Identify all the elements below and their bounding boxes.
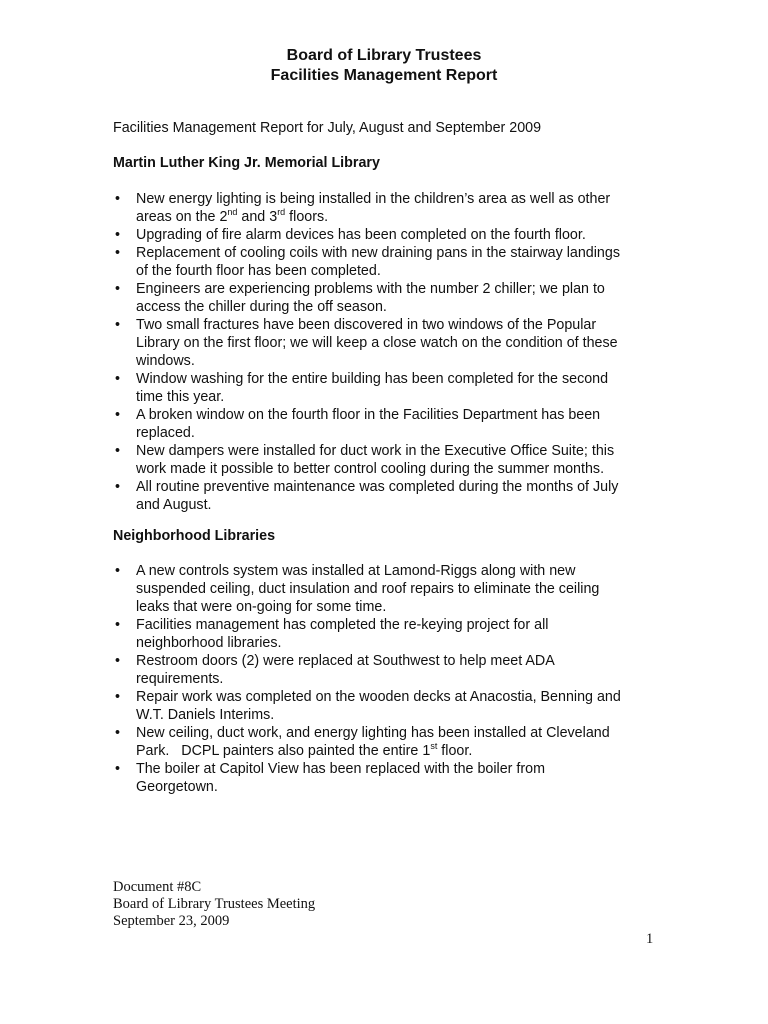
bullet-icon: • <box>115 725 121 741</box>
list-item: • Repair work was completed on the wooden decks at Anacostia, Benning and W.T. Daniels Interims. <box>115 689 621 723</box>
list-item: • Replacement of cooling coils with new draining pans in the stairway landings of the fourth floor has been completed. <box>115 245 620 279</box>
meeting-name: Board of Library Trustees Meeting <box>113 896 316 912</box>
section-heading-mlk-library: Martin Luther King Jr. Memorial Library <box>113 155 380 171</box>
bullet-icon: • <box>115 479 121 495</box>
document-title: Board of Library Trustees <box>286 47 482 64</box>
bullet-icon: • <box>115 563 121 579</box>
document-number: Document #8C <box>113 879 202 895</box>
list-item: • Restroom doors (2) were replaced at Southwest to help meet ADA requirements. <box>115 653 555 687</box>
neighborhood-libraries-list <box>113 562 653 796</box>
bullet-icon: • <box>115 407 121 423</box>
bullet-icon: • <box>115 653 121 669</box>
bullet-icon: • <box>115 191 121 207</box>
bullet-icon: • <box>115 371 121 387</box>
list-item: • New ceiling, duct work, and energy lighting has been installed at Cleveland Park. DCPL painters also painted the entire 1st floor. <box>115 725 610 759</box>
list-item: • A broken window on the fourth floor in the Facilities Department has been replaced. <box>115 407 601 441</box>
bullet-icon: • <box>115 443 121 459</box>
bullet-icon: • <box>115 761 121 777</box>
list-item: • A new controls system was installed at Lamond-Riggs along with new suspended ceiling, duct insulation and roof repairs to eliminate the ceiling leaks that were on-going for some time. <box>115 563 600 615</box>
bullet-icon: • <box>115 245 121 261</box>
page-number: 1 <box>646 931 654 947</box>
bullet-icon: • <box>115 689 121 705</box>
document-subtitle: Facilities Management Report <box>270 67 498 84</box>
bullet-icon: • <box>115 281 121 297</box>
list-item: • Engineers are experiencing problems with the number 2 chiller; we plan to access the chiller during the off season. <box>115 281 605 315</box>
bullet-icon: • <box>115 317 121 333</box>
meeting-date: September 23, 2009 <box>113 913 230 929</box>
list-item: • New energy lighting is being installed in the children’s area as well as other areas on the 2nd and 3rd floors. <box>115 191 611 225</box>
report-period-line: Facilities Management Report for July, August and September 2009 <box>113 120 542 136</box>
list-item: • The boiler at Capitol View has been replaced with the boiler from Georgetown. <box>115 761 546 795</box>
list-item: • Facilities management has completed the re-keying project for all neighborhood libraries. <box>115 617 549 651</box>
section-heading-neighborhood-libraries: Neighborhood Libraries <box>113 528 276 544</box>
list-item: • Upgrading of fire alarm devices has been completed on the fourth floor. <box>115 227 586 243</box>
list-item: • Two small fractures have been discovered in two windows of the Popular Library on the first floor; we will keep a close watch on the condition of these windows. <box>115 317 618 369</box>
document-footer <box>113 879 315 930</box>
mlk-library-list <box>113 190 653 514</box>
bullet-icon: • <box>115 227 121 243</box>
list-item: • Window washing for the entire building has been completed for the second time this year. <box>115 371 609 405</box>
list-item: • All routine preventive maintenance was completed during the months of July and August. <box>115 479 619 513</box>
list-item: • New dampers were installed for duct work in the Executive Office Suite; this work made it possible to better control cooling during the summer months. <box>115 443 615 477</box>
bullet-icon: • <box>115 617 121 633</box>
